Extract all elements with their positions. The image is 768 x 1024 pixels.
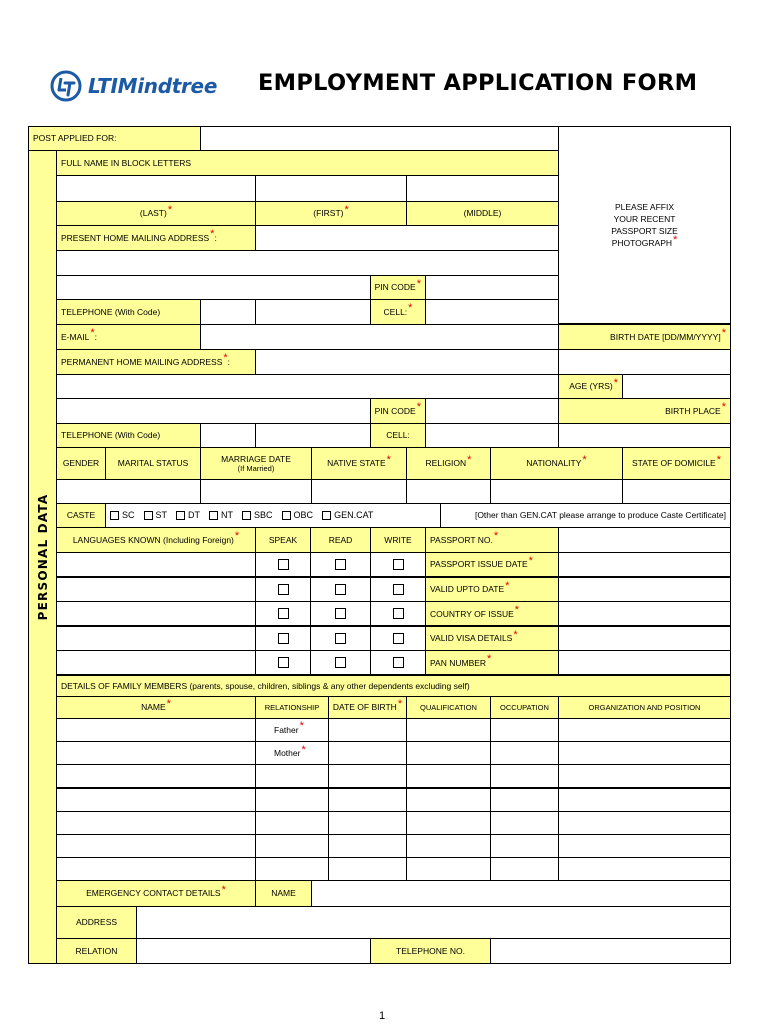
caste-option-label: SBC — [254, 510, 273, 521]
emergency-telephone-label: TELEPHONE NO. — [370, 938, 491, 964]
permanent-address-input-3[interactable] — [56, 398, 371, 424]
native-state-label: NATIVE STATE * — [311, 447, 407, 480]
present-address-label: PRESENT HOME MAILING ADDRESS * : — [56, 225, 256, 251]
speak-checkbox-icon[interactable] — [278, 559, 289, 570]
valid-upto-date-label: VALID UPTO DATE * — [425, 577, 559, 602]
marriage-date-label: MARRIAGE DATE (If Married) — [200, 447, 312, 480]
family-qualification-input[interactable] — [406, 811, 491, 835]
birth-place-label: BIRTH PLACE * — [558, 398, 731, 424]
permanent-cell-input[interactable] — [425, 423, 559, 448]
family-name-input[interactable] — [56, 811, 256, 835]
read-cell — [310, 552, 371, 577]
photo-text-4: PHOTOGRAPH* — [611, 234, 678, 248]
write-checkbox-icon[interactable] — [393, 657, 404, 668]
permanent-address-label: PERMANENT HOME MAILING ADDRESS * : — [56, 349, 256, 375]
family-occupation-input[interactable] — [490, 811, 559, 835]
logo-wordmark: LTIMindtree — [88, 74, 218, 98]
read-cell — [310, 601, 371, 626]
valid-upto-date-input[interactable] — [558, 577, 731, 602]
post-applied-input[interactable] — [200, 126, 559, 151]
caste-option-sbc[interactable] — [242, 510, 273, 521]
emergency-telephone-input[interactable] — [490, 938, 731, 964]
middle-name-input[interactable] — [406, 175, 559, 202]
read-cell — [310, 577, 371, 602]
birth-place-input[interactable] — [558, 423, 731, 448]
read-checkbox-icon[interactable] — [335, 608, 346, 619]
read-label: READ — [310, 527, 371, 553]
email-input[interactable] — [200, 324, 559, 350]
checkbox-icon[interactable] — [242, 511, 251, 520]
nationality-input[interactable] — [490, 479, 623, 504]
family-occupation-input[interactable] — [490, 741, 559, 765]
speak-checkbox-icon[interactable] — [278, 657, 289, 668]
present-cell-label: CELL: * — [370, 299, 426, 325]
family-qualification-input[interactable] — [406, 718, 491, 742]
caste-label: CASTE — [56, 503, 106, 528]
photo-text-1: PLEASE AFFIX — [614, 202, 675, 212]
family-occupation-input[interactable] — [490, 857, 559, 881]
emergency-relation-input[interactable] — [136, 938, 371, 964]
permanent-telephone-label: TELEPHONE (With Code) — [56, 423, 201, 448]
family-dob-input[interactable] — [328, 764, 407, 788]
age-input[interactable] — [622, 374, 731, 399]
passport-issue-date-label: PASSPORT ISSUE DATE * — [425, 552, 559, 577]
family-organization-input[interactable] — [558, 811, 731, 835]
nationality-label: NATIONALITY * — [490, 447, 623, 480]
language-input[interactable] — [56, 626, 256, 651]
family-relationship-cell[interactable] — [255, 811, 329, 835]
caste-option-label: OBC — [293, 510, 314, 521]
checkbox-icon[interactable] — [209, 511, 218, 520]
caste-option-label: GEN.CAT — [334, 510, 374, 521]
permanent-pin-input[interactable] — [425, 398, 559, 424]
present-telephone-code-input[interactable] — [200, 299, 256, 325]
state-of-domicile-input[interactable] — [622, 479, 731, 504]
family-qualification-header: QUALIFICATION — [406, 696, 491, 719]
write-cell — [370, 650, 426, 675]
page-number: 1 — [379, 1010, 386, 1022]
write-checkbox-icon[interactable] — [393, 608, 404, 619]
present-address-input-2[interactable] — [56, 250, 559, 276]
birth-date-label: BIRTH DATE [DD/MM/YYYY] * — [558, 324, 731, 350]
caste-options — [105, 503, 441, 528]
language-input[interactable] — [56, 650, 256, 675]
family-occupation-input[interactable] — [490, 764, 559, 788]
emergency-address-input[interactable] — [136, 906, 731, 939]
pan-number-label: PAN NUMBER * — [425, 650, 559, 675]
email-label: E-MAIL * : — [56, 324, 201, 350]
caste-option-st[interactable] — [144, 510, 168, 521]
family-organization-input[interactable] — [558, 741, 731, 765]
emergency-name-input[interactable] — [311, 880, 731, 907]
speak-cell — [255, 552, 311, 577]
caste-option-label: DT — [188, 510, 201, 521]
family-name-input[interactable] — [56, 741, 256, 765]
checkbox-icon[interactable] — [144, 511, 153, 520]
photo-text-3: PASSPORT SIZE — [611, 226, 678, 236]
family-relationship-cell[interactable] — [255, 764, 329, 788]
photo-text-2: YOUR RECENT — [613, 214, 676, 224]
emergency-address-label: ADDRESS — [56, 906, 137, 939]
speak-cell — [255, 626, 311, 651]
family-relationship-header: RELATIONSHIP — [255, 696, 329, 719]
valid-visa-details-label: VALID VISA DETAILS * — [425, 626, 559, 651]
emergency-relation-label: RELATION — [56, 938, 137, 964]
present-telephone-label: TELEPHONE (With Code) — [56, 299, 201, 325]
family-dob-input[interactable] — [328, 718, 407, 742]
language-input[interactable] — [56, 577, 256, 602]
family-dob-header: DATE OF BIRTH * — [328, 696, 407, 719]
permanent-cell-label: CELL: — [370, 423, 426, 448]
permanent-address-input-2[interactable] — [56, 374, 559, 399]
checkbox-icon[interactable] — [176, 511, 185, 520]
family-dob-input[interactable] — [328, 788, 407, 812]
permanent-address-input-1[interactable] — [255, 349, 559, 375]
emergency-contact-label: EMERGENCY CONTACT DETAILS * — [56, 880, 256, 907]
caste-option-nt[interactable] — [209, 510, 233, 521]
caste-option-list — [110, 510, 373, 521]
last-name-input[interactable] — [56, 175, 256, 202]
gender-label: GENDER — [56, 447, 106, 480]
family-occupation-header: OCCUPATION — [490, 696, 559, 719]
family-organization-header: ORGANIZATION AND POSITION — [558, 696, 731, 719]
language-input[interactable] — [56, 552, 256, 577]
family-organization-input[interactable] — [558, 764, 731, 788]
pan-number-input[interactable] — [558, 650, 731, 675]
speak-cell — [255, 650, 311, 675]
write-label: WRITE — [370, 527, 426, 553]
native-state-input[interactable] — [311, 479, 407, 504]
checkbox-icon[interactable] — [282, 511, 291, 520]
speak-checkbox-icon[interactable] — [278, 584, 289, 595]
family-name-input[interactable] — [56, 834, 256, 858]
family-name-input[interactable] — [56, 788, 256, 812]
last-label: (LAST) * — [56, 201, 256, 226]
write-checkbox-icon[interactable] — [393, 633, 404, 644]
speak-cell — [255, 601, 311, 626]
family-details-label: DETAILS OF FAMILY MEMBERS (parents, spouse, children, siblings & any other dependents excluding self) — [56, 675, 731, 697]
read-cell — [310, 626, 371, 651]
present-pin-input[interactable] — [425, 275, 559, 300]
first-label: (FIRST) * — [255, 201, 407, 226]
gender-marital-input[interactable] — [56, 479, 201, 504]
caste-note: [Other than GEN.CAT please arrange to produce Caste Certificate] — [440, 503, 731, 528]
religion-input[interactable] — [406, 479, 491, 504]
caste-option-label: SC — [122, 510, 135, 521]
full-name-label: FULL NAME IN BLOCK LETTERS — [56, 150, 559, 176]
read-checkbox-icon[interactable] — [335, 559, 346, 570]
family-relationship-cell[interactable] — [255, 857, 329, 881]
write-checkbox-icon[interactable] — [393, 559, 404, 570]
present-address-input-3[interactable] — [56, 275, 371, 300]
permanent-pin-label: PIN CODE * — [370, 398, 426, 424]
family-relationship-cell[interactable] — [255, 834, 329, 858]
family-qualification-input[interactable] — [406, 788, 491, 812]
family-name-input[interactable] — [56, 764, 256, 788]
family-name-input[interactable] — [56, 857, 256, 881]
valid-visa-details-input[interactable] — [558, 626, 731, 651]
write-cell — [370, 626, 426, 651]
family-occupation-input[interactable] — [490, 788, 559, 812]
read-cell — [310, 650, 371, 675]
passport-issue-date-input[interactable] — [558, 552, 731, 577]
form-title: EMPLOYMENT APPLICATION FORM — [258, 70, 698, 96]
family-qualification-input[interactable] — [406, 834, 491, 858]
permanent-telephone-input[interactable] — [255, 423, 371, 448]
read-checkbox-icon[interactable] — [335, 633, 346, 644]
speak-checkbox-icon[interactable] — [278, 608, 289, 619]
family-organization-input[interactable] — [558, 834, 731, 858]
present-cell-input[interactable] — [425, 299, 559, 325]
family-organization-input[interactable] — [558, 857, 731, 881]
family-qualification-input[interactable] — [406, 857, 491, 881]
emergency-name-label: NAME — [255, 880, 312, 907]
permanent-telephone-code-input[interactable] — [200, 423, 256, 448]
family-qualification-input[interactable] — [406, 741, 491, 765]
passport-no-label: PASSPORT NO. * — [425, 527, 559, 553]
family-qualification-input[interactable] — [406, 764, 491, 788]
caste-option-sc[interactable] — [110, 510, 135, 521]
languages-label: LANGUAGES KNOWN (Including Foreign) * — [56, 527, 256, 553]
family-dob-input[interactable] — [328, 834, 407, 858]
read-checkbox-icon[interactable] — [335, 584, 346, 595]
caste-option-label: ST — [155, 510, 168, 521]
present-pin-label: PIN CODE * — [370, 275, 426, 300]
country-of-issue-label: COUNTRY OF ISSUE * — [425, 601, 559, 626]
family-organization-input[interactable] — [558, 718, 731, 742]
write-cell — [370, 601, 426, 626]
language-input[interactable] — [56, 601, 256, 626]
speak-label: SPEAK — [255, 527, 311, 553]
post-applied-label: POST APPLIED FOR: — [28, 126, 201, 151]
present-address-input-1[interactable] — [255, 225, 559, 251]
checkbox-icon[interactable] — [110, 511, 119, 520]
passport-no-input[interactable] — [558, 527, 731, 553]
family-occupation-input[interactable] — [490, 834, 559, 858]
religion-label: RELIGION * — [406, 447, 491, 480]
caste-option-gencat[interactable] — [322, 510, 373, 521]
middle-label: (MIDDLE) — [406, 201, 559, 226]
marital-status-label: MARITAL STATUS — [105, 447, 201, 480]
present-telephone-input[interactable] — [255, 299, 371, 325]
write-cell — [370, 577, 426, 602]
checkbox-icon[interactable] — [322, 511, 331, 520]
family-relationship-cell[interactable]: Mother * — [255, 741, 329, 765]
family-name-header: NAME * — [56, 696, 256, 719]
sidebar-label: PERSONAL DATA — [35, 493, 50, 621]
family-occupation-input[interactable] — [490, 718, 559, 742]
first-name-input[interactable] — [255, 175, 407, 202]
caste-option-dt[interactable] — [176, 510, 200, 521]
photo-box[interactable] — [558, 126, 731, 324]
family-dob-input[interactable] — [328, 811, 407, 835]
country-of-issue-input[interactable] — [558, 601, 731, 626]
family-organization-input[interactable] — [558, 788, 731, 812]
state-of-domicile-label: STATE OF DOMICILE * — [622, 447, 731, 480]
speak-cell — [255, 577, 311, 602]
family-relationship-cell[interactable] — [255, 788, 329, 812]
birth-date-input[interactable] — [558, 349, 731, 375]
read-checkbox-icon[interactable] — [335, 657, 346, 668]
family-dob-input[interactable] — [328, 741, 407, 765]
write-cell — [370, 552, 426, 577]
write-checkbox-icon[interactable] — [393, 584, 404, 595]
caste-option-label: NT — [221, 510, 234, 521]
speak-checkbox-icon[interactable] — [278, 633, 289, 644]
family-name-input[interactable] — [56, 718, 256, 742]
family-relationship-cell[interactable]: Father * — [255, 718, 329, 742]
caste-option-obc[interactable] — [282, 510, 314, 521]
age-label: AGE (YRS) * — [558, 374, 623, 399]
family-dob-input[interactable] — [328, 857, 407, 881]
marriage-date-input[interactable] — [200, 479, 312, 504]
